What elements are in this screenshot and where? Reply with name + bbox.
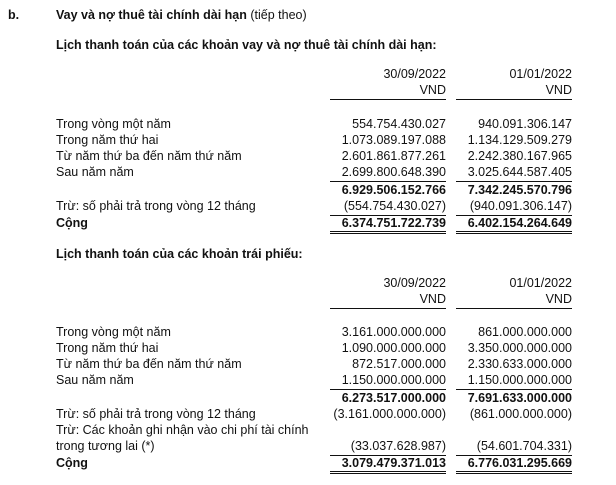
loans-row-v2: 1.134.129.509.279 (467, 133, 572, 147)
bonds-col1-subtotal-rule (330, 389, 446, 390)
bonds-col2-unit: VND (545, 292, 572, 306)
loans-col1-date: 30/09/2022 (383, 67, 446, 81)
bonds-row-v2: 3.350.000.000.000 (467, 341, 572, 355)
loans-col1-subtotal-rule (330, 181, 446, 182)
loans-total-v1: 6.374.751.722.739 (341, 216, 446, 230)
loans-col1-double-rule (330, 231, 446, 234)
bonds-row-v1: 3.161.000.000.000 (341, 325, 446, 339)
loans-heading: Lịch thanh toán của các khoản vay và nợ thuê tài chính dài hạn: (56, 38, 437, 52)
loans-less-v1: (554.754.430.027) (343, 199, 446, 213)
bonds-row-label: Từ năm thứ ba đến năm thứ năm (56, 357, 242, 371)
bonds-row-v1: 1.150.000.000.000 (341, 373, 446, 387)
loans-row-v2: 2.242.380.167.965 (467, 149, 572, 163)
bonds-less2-label-line1: Trừ: Các khoản ghi nhận vào chi phí tài chính (56, 423, 309, 437)
bonds-row-label: Sau năm năm (56, 373, 134, 387)
bonds-less2-v2: (54.601.704.331) (476, 439, 572, 453)
bonds-less2-label-line2: trong tương lai (*) (56, 439, 155, 453)
section-title: Vay và nợ thuê tài chính dài hạn (56, 8, 247, 22)
loans-row-v1: 1.073.089.197.088 (341, 133, 446, 147)
bonds-row-v2: 2.330.633.000.000 (467, 357, 572, 371)
bonds-col1-unit: VND (419, 292, 446, 306)
bonds-less-label: Trừ: số phải trả trong vòng 12 tháng (56, 407, 256, 421)
loans-row-v2: 940.091.306.147 (478, 117, 572, 131)
bonds-col2-date: 01/01/2022 (509, 276, 572, 290)
loans-col2-header-rule (456, 99, 572, 100)
loans-col2-double-rule (456, 231, 572, 234)
bonds-subtotal-v2: 7.691.633.000.000 (467, 391, 572, 405)
bonds-less2-v1: (33.037.628.987) (350, 439, 446, 453)
bonds-less-v1: (3.161.000.000.000) (333, 407, 446, 421)
loans-subtotal-v1: 6.929.506.152.766 (341, 183, 446, 197)
loans-col1-header-rule (330, 99, 446, 100)
bonds-col2-subtotal-rule (456, 389, 572, 390)
loans-row-label: Trong vòng một năm (56, 117, 171, 131)
bonds-row-v1: 1.090.000.000.000 (341, 341, 446, 355)
bonds-row-v1: 872.517.000.000 (352, 357, 446, 371)
loans-row-v1: 2.601.861.877.261 (341, 149, 446, 163)
bonds-total-label: Cộng (56, 456, 88, 470)
loans-row-label: Từ năm thứ ba đến năm thứ năm (56, 149, 242, 163)
loans-total-label: Cộng (56, 216, 88, 230)
bonds-row-label: Trong năm thứ hai (56, 341, 159, 355)
loans-row-v2: 3.025.644.587.405 (467, 165, 572, 179)
section-title-line (56, 8, 307, 22)
section-letter: b. (8, 8, 20, 22)
loans-col2-subtotal-rule (456, 181, 572, 182)
bonds-total-v2: 6.776.031.295.669 (467, 456, 572, 470)
loans-col2-date: 01/01/2022 (509, 67, 572, 81)
loans-row-label: Sau năm năm (56, 165, 134, 179)
bonds-subtotal-v1: 6.273.517.000.000 (341, 391, 446, 405)
loans-row-v1: 554.754.430.027 (352, 117, 446, 131)
bonds-col1-double-rule (330, 471, 446, 474)
bonds-col2-header-rule (456, 308, 572, 309)
bonds-col1-date: 30/09/2022 (383, 276, 446, 290)
bonds-row-v2: 861.000.000.000 (478, 325, 572, 339)
bonds-heading: Lịch thanh toán của các khoản trái phiếu: (56, 247, 303, 261)
bonds-total-v1: 3.079.479.371.013 (341, 456, 446, 470)
loans-total-v2: 6.402.154.264.649 (467, 216, 572, 230)
loans-row-v1: 2.699.800.648.390 (341, 165, 446, 179)
bonds-row-label: Trong vòng một năm (56, 325, 171, 339)
bonds-row-v2: 1.150.000.000.000 (467, 373, 572, 387)
bonds-col1-header-rule (330, 308, 446, 309)
bonds-less-v2: (861.000.000.000) (469, 407, 572, 421)
section-title-note: (tiếp theo) (250, 8, 307, 22)
bonds-col2-double-rule (456, 471, 572, 474)
loans-less-v2: (940.091.306.147) (469, 199, 572, 213)
loans-row-label: Trong năm thứ hai (56, 133, 159, 147)
loans-less-label: Trừ: số phải trả trong vòng 12 tháng (56, 199, 256, 213)
loans-col2-unit: VND (545, 83, 572, 97)
loans-col1-unit: VND (419, 83, 446, 97)
loans-subtotal-v2: 7.342.245.570.796 (467, 183, 572, 197)
